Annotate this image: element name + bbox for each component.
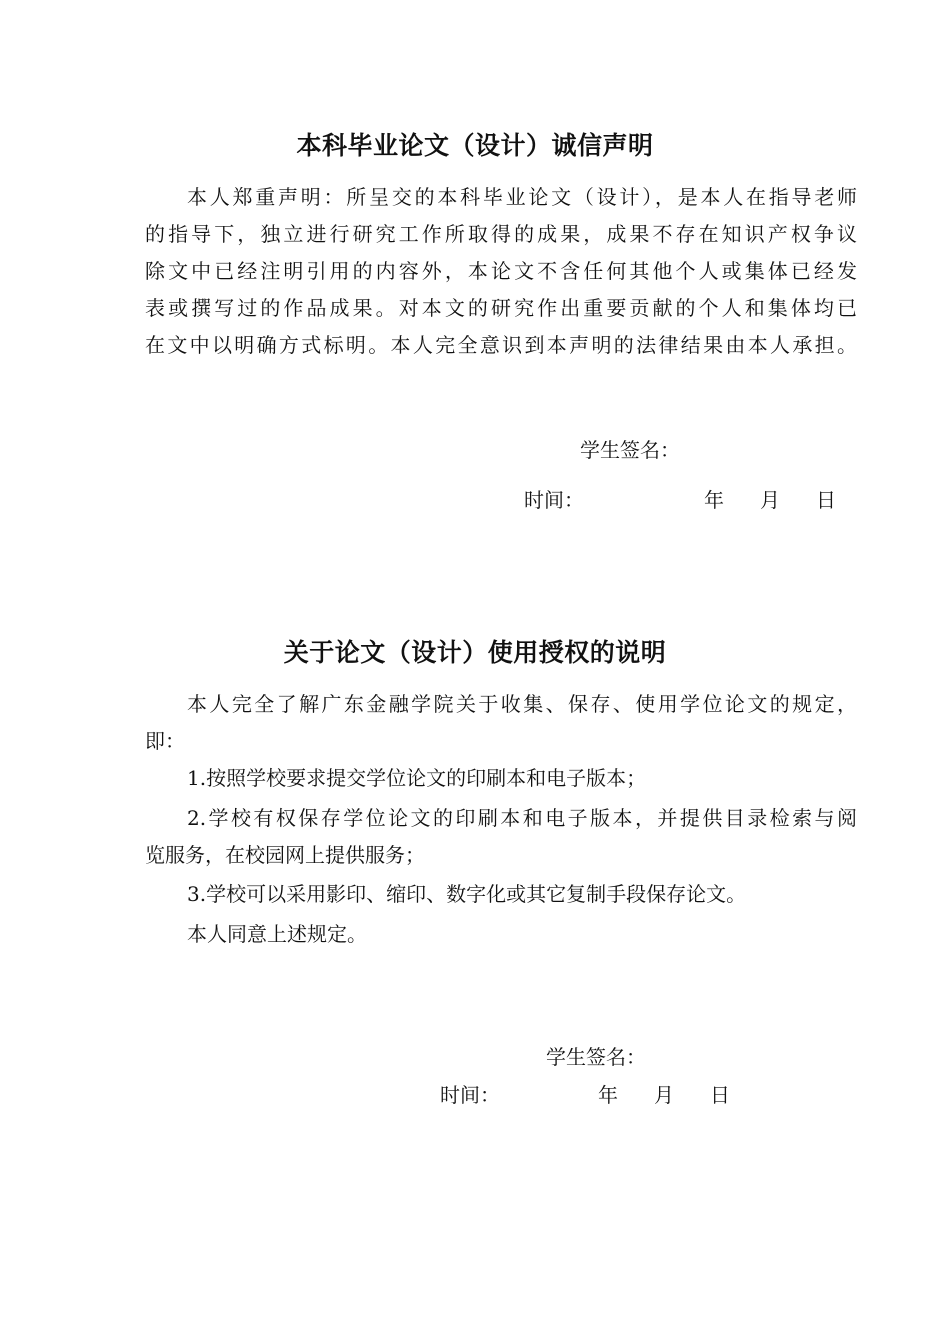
authorization-month-label: 月 — [654, 1083, 674, 1107]
authorization-line-2: 即： — [145, 729, 185, 753]
declaration-line-4: 表或撰写过的作品成果。对本文的研究作出重要贡献的个人和集体均已 — [145, 296, 857, 320]
authorization-day-label: 日 — [710, 1083, 730, 1107]
authorization-item-1: 1.按照学校要求提交学位论文的印刷本和电子版本； — [187, 766, 647, 790]
authorization-line-1: 本人完全了解广东金融学院关于收集、保存、使用学位论文的规定， — [187, 692, 857, 716]
authorization-title: 关于论文（设计）使用授权的说明 — [283, 638, 667, 667]
declaration-year-label: 年 — [704, 488, 724, 512]
declaration-month-label: 月 — [760, 488, 780, 512]
authorization-item-2-cont: 览服务，在校园网上提供服务； — [145, 843, 425, 867]
declaration-line-1: 本人郑重声明：所呈交的本科毕业论文（设计），是本人在指导老师 — [187, 185, 857, 209]
authorization-item-3: 3.学校可以采用影印、缩印、数字化或其它复制手段保存论文。 — [187, 882, 747, 906]
declaration-day-label: 日 — [816, 488, 836, 512]
authorization-consent: 本人同意上述规定。 — [187, 922, 367, 946]
declaration-line-2: 的指导下，独立进行研究工作所取得的成果，成果不存在知识产权争议 — [145, 222, 857, 246]
authorization-year-label: 年 — [598, 1083, 618, 1107]
authorization-time-label: 时间： — [440, 1083, 500, 1107]
declaration-signature-label: 学生签名： — [580, 438, 680, 462]
declaration-title: 本科毕业论文（设计）诚信声明 — [296, 131, 654, 160]
authorization-item-2: 2.学校有权保存学位论文的印刷本和电子版本，并提供目录检索与阅 — [187, 806, 857, 830]
declaration-line-5: 在文中以明确方式标明。本人完全意识到本声明的法律结果由本人承担。 — [145, 333, 857, 357]
declaration-time-label: 时间： — [524, 488, 584, 512]
declaration-line-3: 除文中已经注明引用的内容外，本论文不含任何其他个人或集体已经发 — [145, 259, 857, 283]
authorization-signature-label: 学生签名： — [546, 1045, 646, 1069]
